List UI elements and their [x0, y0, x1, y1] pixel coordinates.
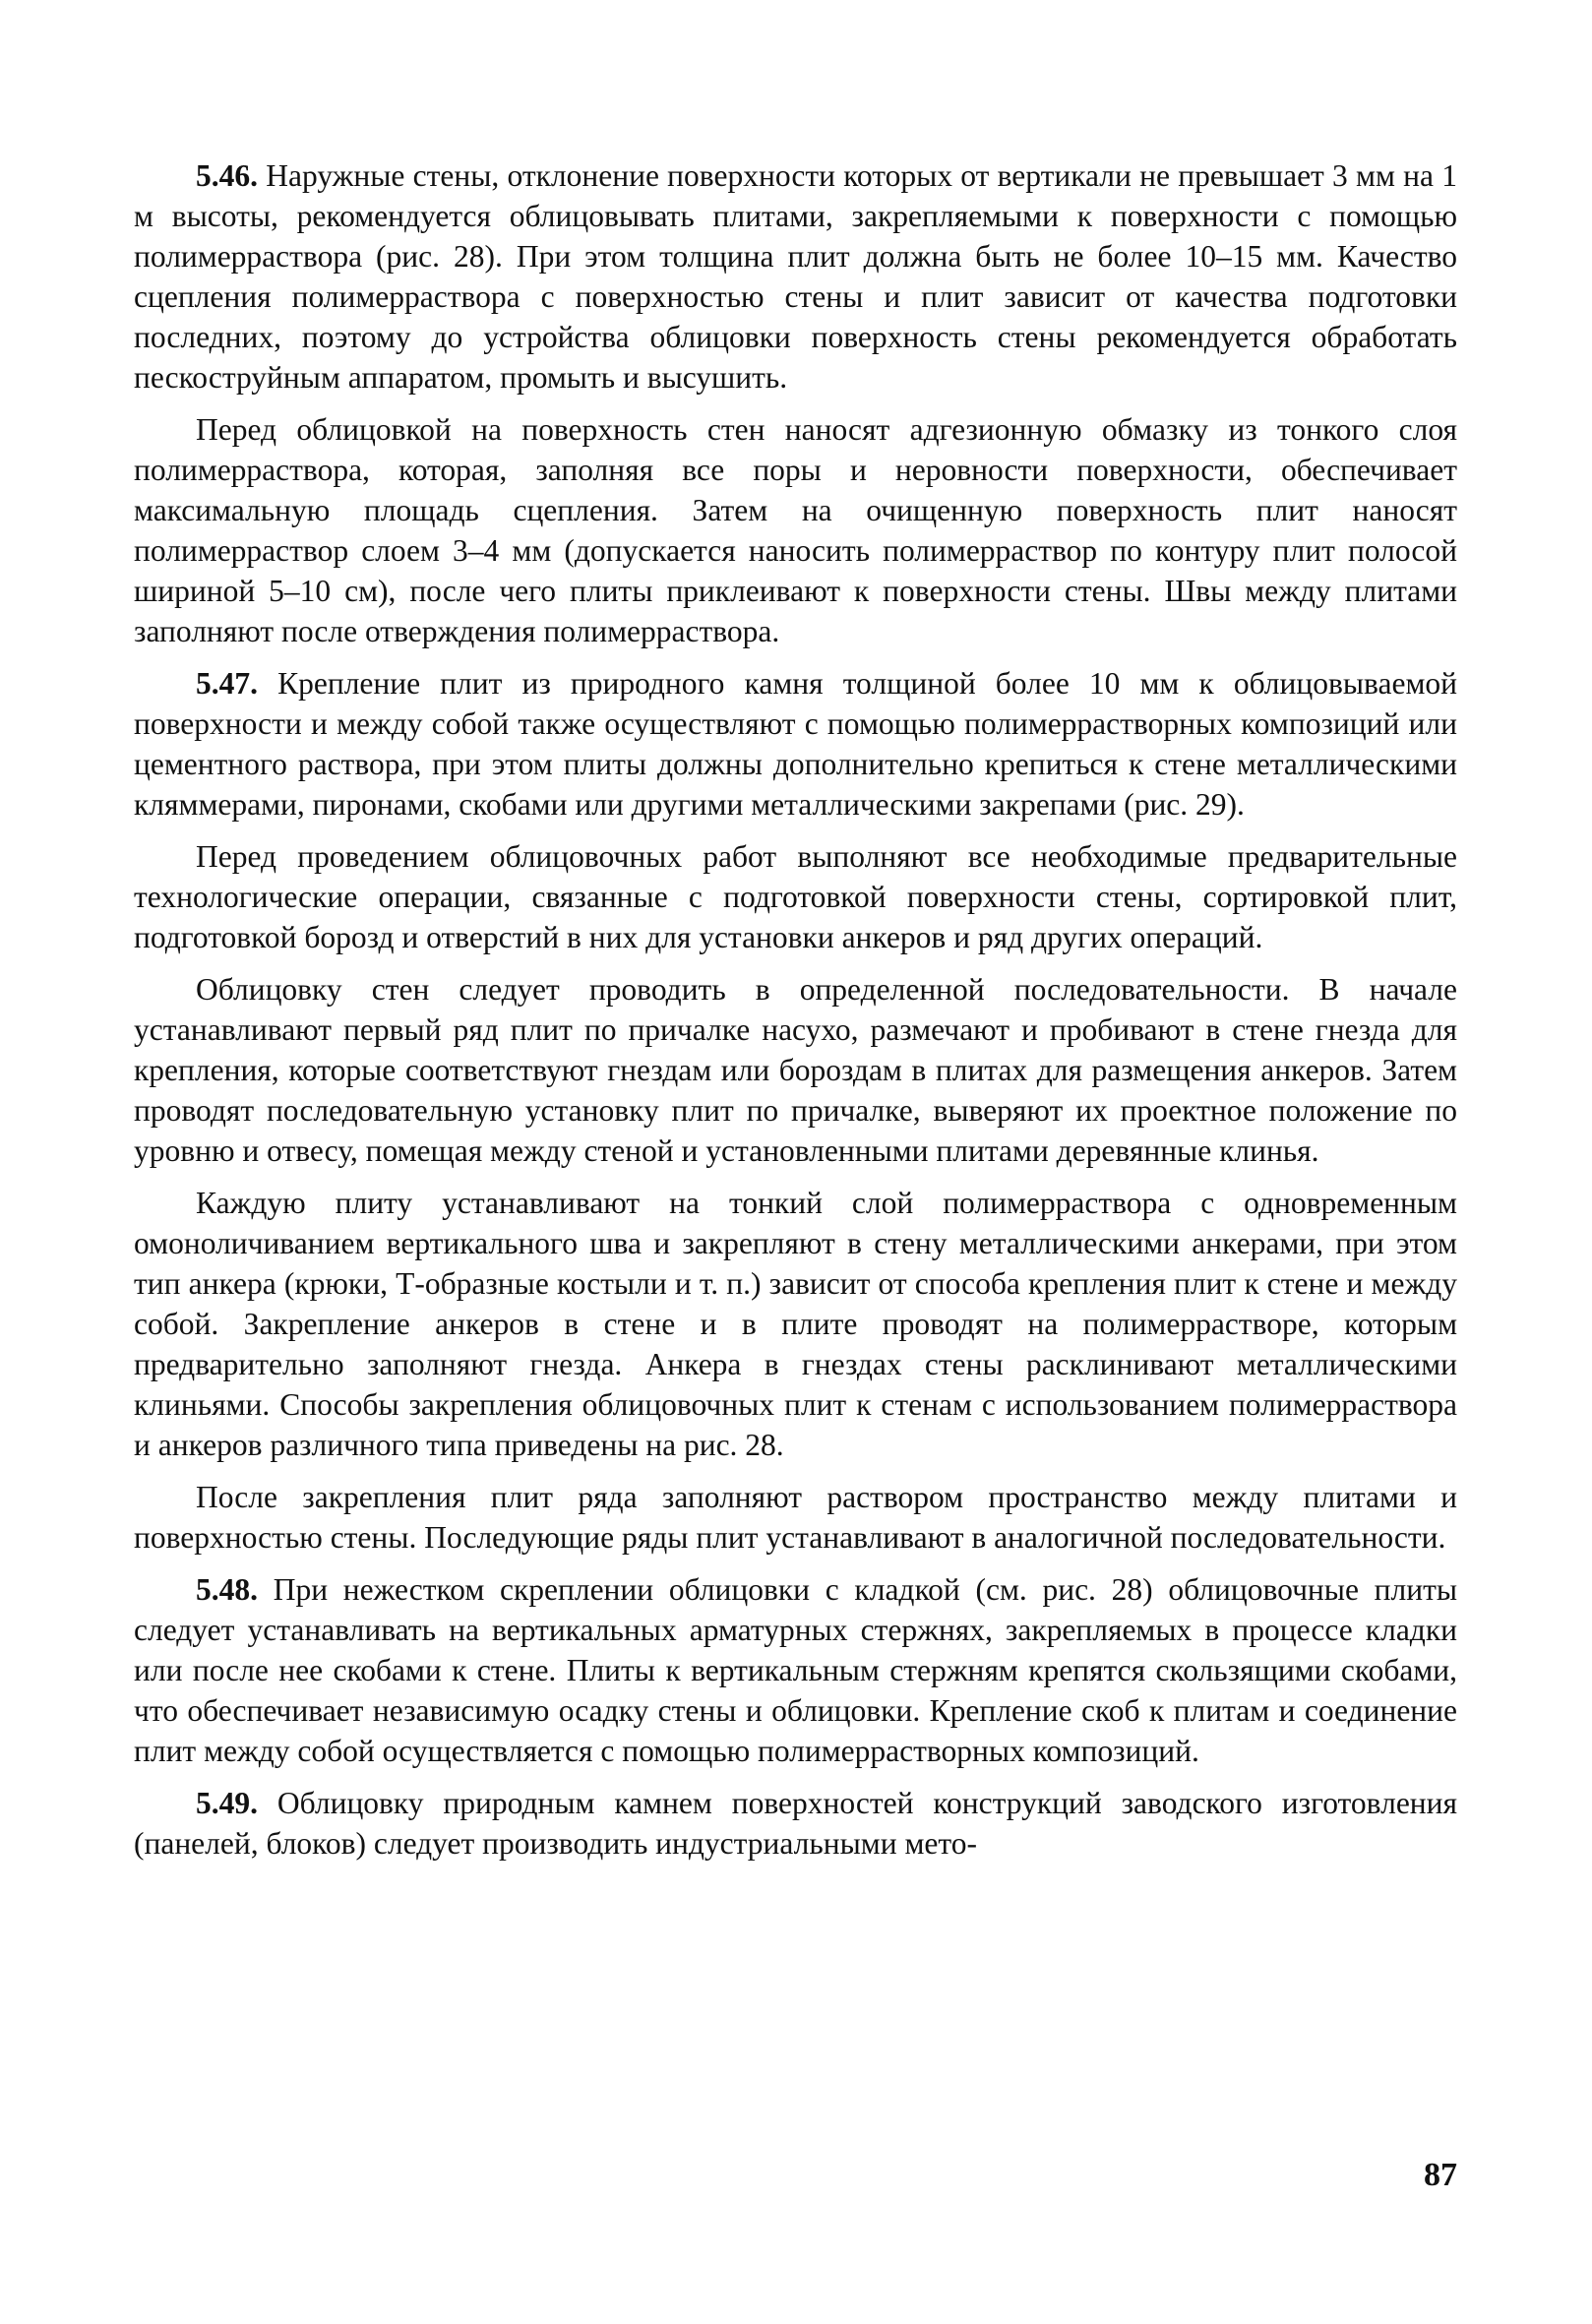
paragraph-text: При нежестком скреплении облицовки с кладкой (см. рис. 28) облицовочные плиты следует устанавливать на вертикальных арматурных стержнях, закрепляемых в процессе кладки или после нее скобами к стене. Плиты к вертикальным стержням крепятся скользящими скобами, что обеспечивает независимую осадку стены и облицовки. Крепление скоб к плитам и соединение плит между собой осуществляется с помощью полимеррастворных композиций. [134, 1572, 1458, 1768]
page-body [134, 155, 1457, 1875]
paragraph-5-49 [134, 1783, 1457, 1864]
paragraph-text: Каждую плиту устанавливают на тонкий слой полимерраствора с одновременным омоноличиванием вертикального шва и закрепляют в стену металлическими анкерами, при этом тип анкера (крюки, Т-образные костыли и т. п.) зависит от способа крепления плит к стене и между собой. Закрепление анкеров в стене и в плите проводят на полимеррастворе, которым предварительно заполняют гнезда. Анкера в гнездах стены расклинивают металлическими клиньями. Способы закрепления облицовочных плит к стенам с использованием полимерраствора и анкеров различного типа приведены на рис. 28. [134, 1186, 1457, 1462]
page-number: 87 [1424, 2157, 1457, 2193]
paragraph-text: Крепление плит из природного камня толщиной более 10 мм к облицовываемой поверхности и между собой также осуществляют с помощью полимеррастворных композиций или цементного раствора, при этом плиты должны дополнительно крепиться к стене металлическими кляммерами, пиронами, скобами или другими металлическими закрепами (рис. 29). [134, 666, 1457, 822]
section-number: 5.48. [196, 1572, 258, 1607]
paragraph-text: Облицовку природным камнем поверхностей конструкций заводского изготовления (панелей, блоков) следует производить индустриальными мето- [134, 1786, 1457, 1861]
section-number: 5.46. [196, 158, 258, 193]
paragraph-5-46 [134, 155, 1457, 398]
paragraph-text: Наружные стены, отклонение поверхности которых от вертикали не превышает 3 мм на 1 м высоты, рекомендуется облицовывать плитами, закрепляемыми к поверхности с помощью полимерраствора (рис. 28). При этом толщина плит должна быть не более 10–15 мм. Качество сцепления полимерраствора с поверхностью стены и плит зависит от качества подготовки последних, поэтому до устройства облицовки поверхность стены рекомендуется обработать пескоструйным аппаратом, промыть и высушить. [134, 158, 1457, 395]
paragraph-after-fixing [134, 1477, 1457, 1558]
paragraph-cladding-sequence [134, 969, 1457, 1171]
paragraph-text: Перед проведением облицовочных работ выполняют все необходимые предварительные технологические операции, связанные с подготовкой поверхности стены, сортировкой плит, подготовкой борозд и отверстий в них для установки анкеров и ряд других операций. [134, 839, 1457, 954]
paragraph-text: Перед облицовкой на поверхность стен наносят адгезионную обмазку из тонкого слоя полимерраствора, которая, заполняя все поры и неровности поверхности, обеспечивает максимальную площадь сцепления. Затем на очищенную поверхность плит наносят полимерраствор слоем 3–4 мм (допускается наносить полимерраствор по контуру плит полосой шириной 5–10 см), после чего плиты приклеивают к поверхности стены. Швы между плитами заполняют после отверждения полимерраствора. [134, 412, 1457, 648]
paragraph-5-47 [134, 663, 1457, 825]
paragraph-preliminary-operations [134, 836, 1457, 957]
paragraph-adhesive-coating [134, 409, 1457, 651]
paragraph-5-48 [134, 1569, 1457, 1771]
section-number: 5.49. [196, 1786, 258, 1820]
paragraph-plate-installation [134, 1183, 1457, 1465]
section-number: 5.47. [196, 666, 258, 701]
paragraph-text: После закрепления плит ряда заполняют раствором пространство между плитами и поверхностью стены. Последующие ряды плит устанавливают в аналогичной последовательности. [134, 1480, 1457, 1555]
paragraph-text: Облицовку стен следует проводить в определенной последовательности. В начале устанавливают первый ряд плит по причалке насухо, размечают и пробивают в стене гнезда для крепления, которые соответствуют гнездам или бороздам в плитах для размещения анкеров. Затем проводят последовательную установку плит по причалке, выверяют их проектное положение по уровню и отвесу, помещая между стеной и установленными плитами деревянные клинья. [134, 972, 1457, 1168]
